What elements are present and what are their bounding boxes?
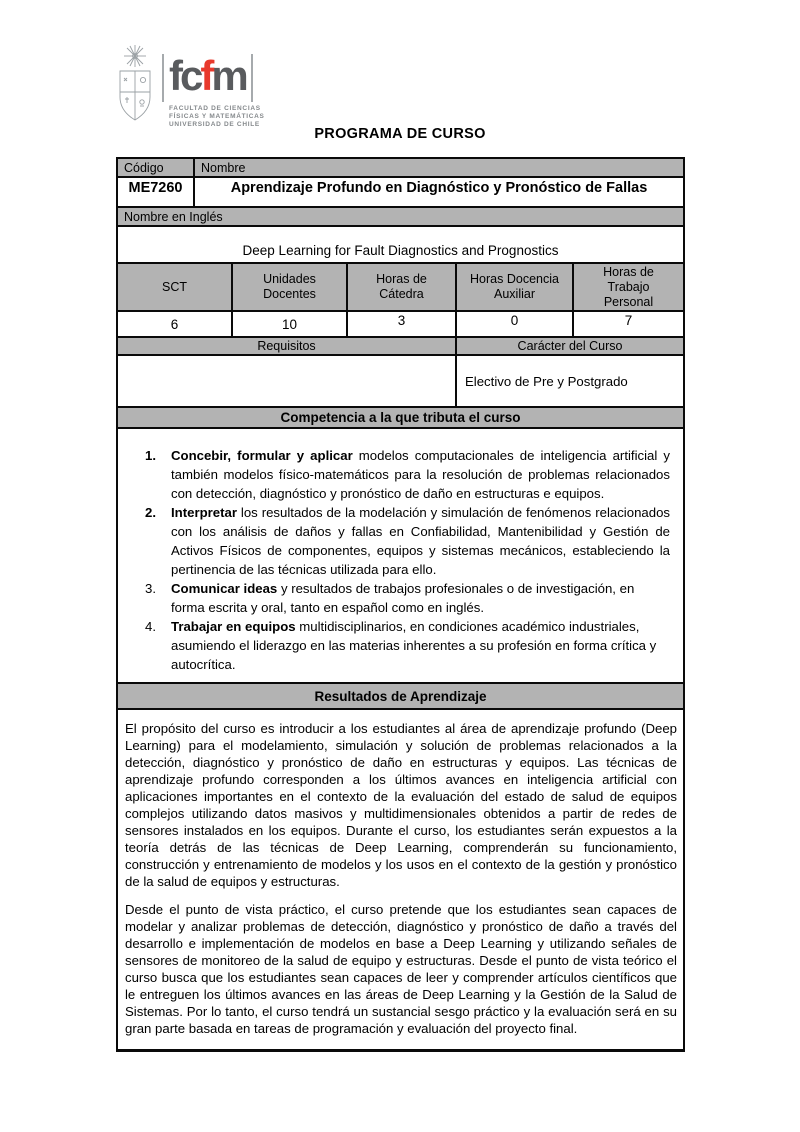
row-resultados-header xyxy=(118,684,683,710)
item-number: 3. xyxy=(145,581,156,596)
course-name-cell: Aprendizaje Profundo en Diagnóstico y Pronóstico de Fallas xyxy=(230,180,648,196)
competencia-item xyxy=(145,579,673,617)
sct-value-cell: 6 xyxy=(118,312,233,336)
row-credit-headers xyxy=(118,264,683,312)
fcfm-wordmark xyxy=(162,54,253,102)
row-requisitos-value xyxy=(118,356,683,408)
horas-trabajo-header-cell xyxy=(574,264,683,310)
item-rest: los resultados de la modelación y simulación de fenómenos relacionados con los análisis de daños y fallas en Confiabilidad, Mantenibilidad y Gestión de Activos Físicos de componentes, equipos y sistemas mecánicos, estableciendo la pertinencia de las técnicas utilizada para ello. xyxy=(171,505,670,577)
horas-docencia-value-cell: 0 xyxy=(457,312,574,336)
resultados-paragraph: Desde el punto de vista práctico, el curso pretende que los estudiantes sean capaces de modelar y analizar problemas de detección, diagnóstico y pronóstico de daño a través del desarrollo e implementación de modelos en base a Deep Learning y utilizando señales de sensores de monitoreo de la salud de equipo y estructuras. Desde el punto de vista teórico el curso busca que los estudiantes sean capaces de leer y comprender artículos científicos que le entreguen los últimos avances en las áreas de Deep Learning y la Gestión de la Salud de Sistemas. Por lo tanto, el curso tendrá un sustancial sesgo práctico y la evaluación será en su gran parte basada en tareas de programación y evaluación del proyecto final. xyxy=(125,902,677,1036)
requisitos-value-cell xyxy=(118,356,457,406)
item-number: 2. xyxy=(145,505,156,520)
codigo-value-cell: ME7260 xyxy=(118,178,195,206)
item-number: 1. xyxy=(145,448,156,463)
row-competencia-header xyxy=(118,408,683,429)
competencia-list-cell xyxy=(118,429,683,682)
caracter-value-cell: Electivo de Pre y Postgrado xyxy=(465,373,628,389)
resultados-text-cell xyxy=(118,710,683,1049)
wordmark-m: m xyxy=(211,52,246,99)
horas-catedra-header-cell xyxy=(348,264,457,310)
item-lead: Trabajar en equipos xyxy=(171,619,296,634)
item-rest: y resultados de trabajos profesionales o de investigación, en forma escrita y oral, tanto en español como en inglés. xyxy=(171,581,635,615)
item-text xyxy=(171,579,673,617)
item-text xyxy=(171,446,673,503)
row-english-name-header xyxy=(118,208,683,227)
competencia-item xyxy=(145,446,673,503)
row-credit-values xyxy=(118,312,683,338)
horas-trabajo-label: Horas de Trabajo Personal xyxy=(603,264,654,309)
item-text xyxy=(171,617,673,674)
competencia-item xyxy=(145,617,673,674)
item-lead: Concebir, formular y aplicar xyxy=(171,448,353,463)
course-program-table xyxy=(116,157,685,1052)
row-english-name-value xyxy=(118,227,683,264)
unidades-docentes-label: Unidades Docentes xyxy=(263,272,316,301)
horas-docencia-header-cell xyxy=(457,264,574,310)
wordmark-f-red: f xyxy=(200,52,212,99)
item-lead: Comunicar ideas xyxy=(171,581,278,596)
competencia-item xyxy=(145,503,673,579)
fcfm-logo-text xyxy=(162,54,265,129)
wordmark-fc: fc xyxy=(169,52,201,99)
faculty-line: FACULTAD DE CIENCIAS xyxy=(169,105,261,112)
requisitos-label-cell: Requisitos xyxy=(118,338,457,354)
codigo-label-cell: Código xyxy=(118,159,195,176)
caracter-label-cell: Carácter del Curso xyxy=(457,338,683,354)
horas-catedra-label: Horas de Cátedra xyxy=(376,272,427,301)
horas-catedra-value-cell: 3 xyxy=(348,312,457,336)
english-name-label-cell: Nombre en Inglés xyxy=(118,208,683,225)
uchile-shield-icon xyxy=(114,44,156,128)
item-text xyxy=(171,503,673,579)
item-rest: modelos computacionales de inteligencia artificial y también modelos físico-matemáticos para la resolución de problemas relacionados con detección, diagnóstico y pronóstico de daño en estructuras e equipos. xyxy=(171,448,670,501)
row-resultados-text xyxy=(118,710,683,1049)
row-competencia-list xyxy=(118,429,683,684)
row-requisitos-header xyxy=(118,338,683,356)
unidades-docentes-value-cell: 10 xyxy=(233,312,348,336)
horas-trabajo-value-cell: 7 xyxy=(624,313,633,328)
item-rest: multidisciplinarios, en condiciones académico industriales, asumiendo el liderazgo en las materias inherentes a su profesión en forma crítica y autocrítica. xyxy=(171,619,657,672)
row-code-name-header xyxy=(118,159,683,178)
resultados-paragraph: El propósito del curso es introducir a los estudiantes al área de aprendizaje profundo (Deep Learning) para el modelamiento, simulación y solución de problemas relacionados a la detección, diagnóstico y pronóstico de daño en estructuras y equipos. Las técnicas de aprendizaje profundo corresponden a los últimos avances en inteligencia artificial con aplicaciones importantes en el contexto de la evaluación del estado de salud de equipos complejos utilizando datos masivos y multidimensionales obtenidos a partir de redes de sensores instalados en los equipos. Durante el curso, los estudiantes serán expuestos a la teoría detrás de las técnicas de Deep Learning, comprenderán su funcionamiento, construcción y entrenamiento de modelos y los usos en el contexto de la gestión y pronóstico de la salud de equipos y estructuras. xyxy=(125,721,677,889)
english-name-cell: Deep Learning for Fault Diagnostics and Prognostics xyxy=(242,243,559,258)
sct-header-cell xyxy=(118,264,233,310)
sct-header-label: SCT xyxy=(162,279,187,294)
nombre-label-cell: Nombre xyxy=(195,159,683,176)
item-number: 4. xyxy=(145,619,156,634)
faculty-line: UNIVERSIDAD DE CHILE xyxy=(169,121,260,128)
row-code-name-value xyxy=(118,178,683,208)
faculty-line: FÍSICAS Y MATEMÁTICAS xyxy=(169,113,265,120)
unidades-docentes-header-cell xyxy=(233,264,348,310)
page-title: PROGRAMA DE CURSO xyxy=(314,126,486,142)
horas-docencia-label: Horas Docencia Auxiliar xyxy=(470,272,559,301)
resultados-header-cell: Resultados de Aprendizaje xyxy=(118,684,683,708)
competencia-header-cell: Competencia a la que tributa el curso xyxy=(118,408,683,427)
item-lead: Interpretar xyxy=(171,505,237,520)
fcfm-logo xyxy=(114,44,265,129)
